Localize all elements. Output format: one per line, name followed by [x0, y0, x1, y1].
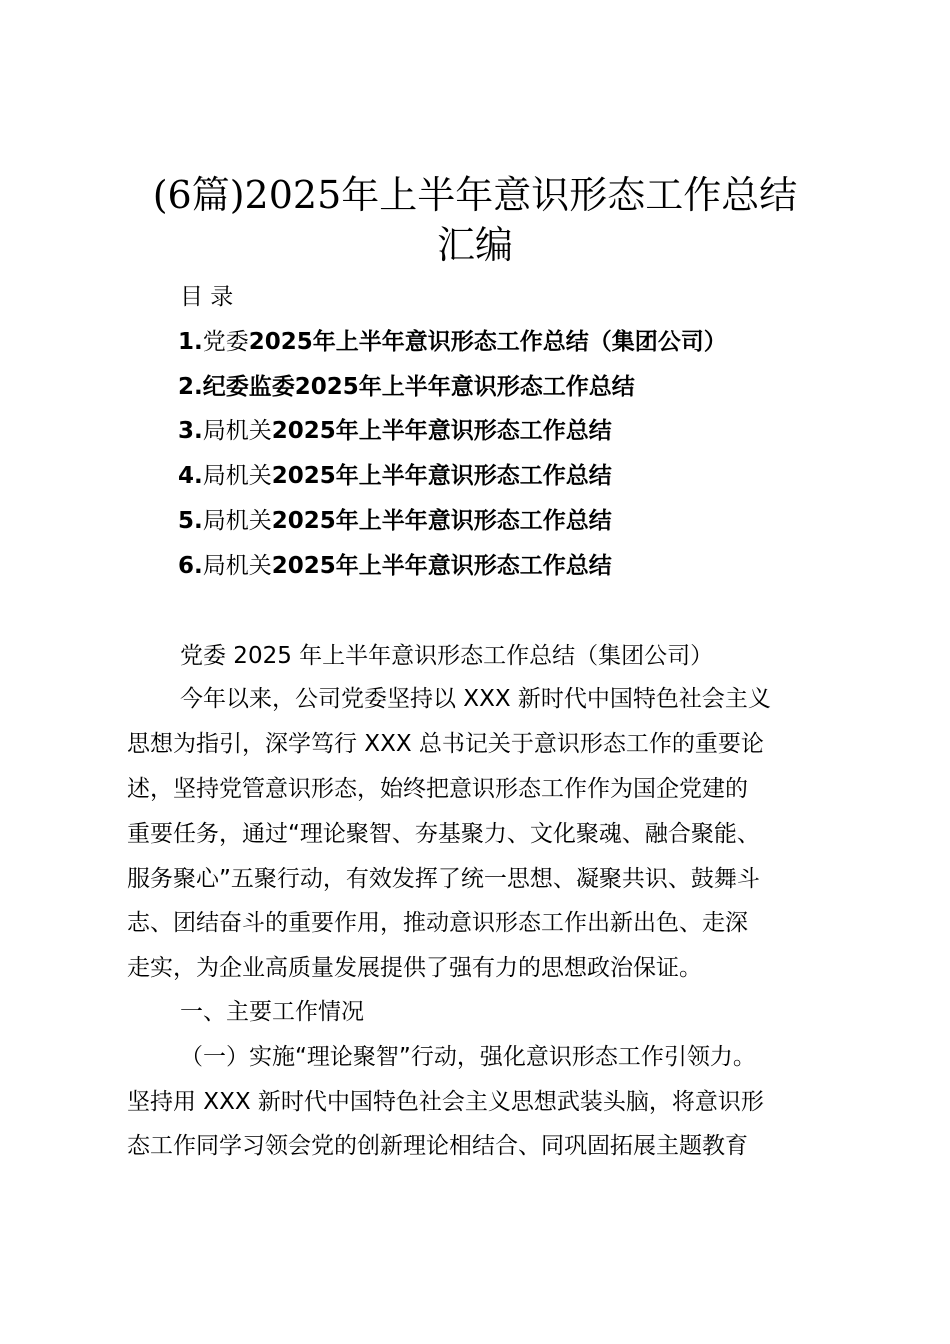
body-line: 述，坚持党管意识形态，始终把意识形态工作作为国企党建的	[127, 776, 748, 802]
toc-item-number: 1.	[178, 329, 203, 355]
body-line: （一）实施“理论聚智”行动，强化意识形态工作引领力。	[180, 1044, 756, 1070]
subheading: 一、主要工作情况	[180, 999, 364, 1025]
toc-item-title: 2025年上半年意识形态工作总结	[271, 418, 612, 444]
toc-item-title: 2025年上半年意识形态工作总结（集团公司）	[248, 329, 727, 355]
document-title-line-2: 汇编	[436, 223, 513, 267]
toc-item-6[interactable]	[178, 551, 612, 581]
toc-heading: 目 录	[180, 284, 234, 310]
body-line: 今年以来，公司党委坚持以 XXX 新时代中国特色社会主义	[180, 686, 771, 712]
toc-item-number: 5.	[178, 508, 203, 534]
toc-item-org: 局机关	[202, 508, 272, 534]
toc-item-org: 党委	[202, 329, 249, 355]
toc-item-org: 局机关	[202, 553, 272, 579]
toc-item-title: 2025年上半年意识形态工作总结	[271, 553, 612, 579]
toc-item-number: 4.	[178, 463, 203, 489]
body-line: 志、团结奋斗的重要作用，推动意识形态工作出新出色、走深	[127, 910, 748, 936]
toc-item-3[interactable]	[178, 416, 612, 446]
toc-item-4[interactable]	[178, 461, 612, 491]
toc-item-org: 局机关	[202, 463, 272, 489]
body-line: 重要任务，通过“理论聚智、夯基聚力、文化聚魂、融合聚能、	[127, 821, 760, 847]
body-line: 态工作同学习领会党的创新理论相结合、同巩固拓展主题教育	[127, 1133, 748, 1159]
body-line: 走实，为企业高质量发展提供了强有力的思想政治保证。	[127, 955, 702, 981]
toc-item-title: 2025年上半年意识形态工作总结	[271, 508, 612, 534]
body-line: 思想为指引，深学笃行 XXX 总书记关于意识形态工作的重要论	[127, 731, 764, 757]
toc-item-2[interactable]	[178, 372, 635, 402]
toc-item-5[interactable]	[178, 506, 612, 536]
document-title-line-1: (6篇)2025年上半年意识形态工作总结	[152, 173, 798, 217]
body-line: 坚持用 XXX 新时代中国特色社会主义思想武装头脑，将意识形	[127, 1089, 764, 1115]
toc-item-org: 局机关	[202, 418, 272, 444]
toc-item-number: 6.	[178, 553, 203, 579]
section-heading: 党委 2025 年上半年意识形态工作总结（集团公司）	[180, 643, 714, 669]
toc-item-number: 2.	[178, 374, 203, 400]
toc-item-title: 纪委监委2025年上半年意识形态工作总结	[202, 374, 635, 400]
toc-item-title: 2025年上半年意识形态工作总结	[271, 463, 612, 489]
toc-item-1[interactable]	[178, 327, 727, 357]
toc-item-number: 3.	[178, 418, 203, 444]
body-line: 服务聚心”五聚行动，有效发挥了统一思想、凝聚共识、鼓舞斗	[127, 866, 760, 892]
